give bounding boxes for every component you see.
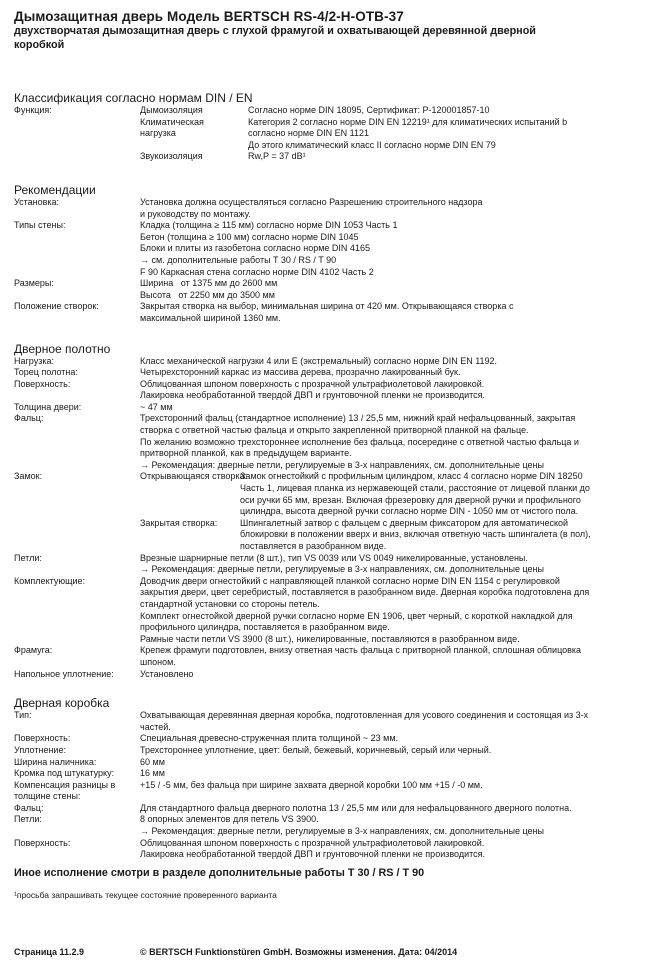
row-content-line: стандартной установки со стороны петель. <box>140 598 320 609</box>
row-content-line: Блоки и плиты из газобетона согласно норме DIN 4165 <box>140 243 370 254</box>
row-content-line: шпоном. <box>140 656 176 667</box>
row-sublabel <box>140 471 248 483</box>
row-content-line: Четырехсторонний каркас из массива дерева, прозрачно лакированный бук. <box>140 367 461 378</box>
row-label <box>14 367 140 379</box>
row-content <box>140 402 636 414</box>
row-label-line: Поверхность: <box>14 733 71 744</box>
spec-row <box>14 367 636 379</box>
row-label <box>14 379 140 391</box>
row-sublabel-line: Звукоизоляция <box>140 151 203 162</box>
page-title: Дымозащитная дверь Модель BERTSCH RS-4/2-H-OTB-37 <box>14 9 404 24</box>
row-label <box>14 553 140 565</box>
row-content-line: Специальная древесно-стружечная плита толщиной ~ 23 мм. <box>140 733 399 744</box>
row-content <box>140 669 636 681</box>
row-content-line: Крепеж фрамуги подготовлен, внизу ответная часть фальца с притворной планкой, сплошная облицовка <box>140 645 582 656</box>
row-sublabel <box>140 518 240 530</box>
row-content-line: профильного цилиндра, поставляется в разобранном виде. <box>140 622 390 633</box>
row-content-line: поставляется в разобранном виде. <box>240 541 387 551</box>
row-content-line: Трехстороннее уплотнение, цвет: белый, бежевый, коричневый, серый или черный. <box>140 744 492 755</box>
row-content <box>140 367 636 379</box>
row-label-line: Кромка под штукатурку: <box>14 768 115 779</box>
row-content-line: Высота от 2250 мм до 3500 мм <box>140 289 275 300</box>
row-content-line: Врезные шарнирные петли (8 шт.), тип VS 0039 или VS 0049 никелированные, установлены. <box>140 552 528 563</box>
row-content <box>248 117 636 152</box>
row-label <box>14 471 140 483</box>
spec-sections <box>14 91 636 861</box>
section-door-frame <box>14 696 636 861</box>
spec-row <box>14 803 636 815</box>
section-door-leaf <box>14 342 636 681</box>
row-label-line: Компенсация разницы в <box>14 779 116 790</box>
row-content-line: Класс механической нагрузки 4 или E (экстремальный) согласно норме DIN EN 1192. <box>140 355 498 366</box>
row-label-line: Петли: <box>14 814 42 825</box>
row-label-line: Типы стены: <box>14 220 66 231</box>
spec-row <box>14 471 636 517</box>
row-content <box>140 356 636 368</box>
row-content <box>140 645 636 668</box>
row-content <box>140 278 636 301</box>
row-content <box>140 413 636 471</box>
row-content-line: Согласно норме DIN 18095, Сертификат: P-120001857-10 <box>248 105 490 115</box>
row-content <box>140 780 636 792</box>
row-content-line: F 90 Каркасная стена согласно норме DIN 4102 Часть 2 <box>140 266 374 277</box>
row-label <box>14 356 140 368</box>
row-content <box>140 379 636 402</box>
spec-row <box>14 105 636 117</box>
row-label-line: Петли: <box>14 552 42 563</box>
spec-row <box>14 278 636 301</box>
row-label <box>14 576 140 588</box>
spec-row <box>14 518 636 553</box>
row-label-line: Размеры: <box>14 278 54 289</box>
row-content-line: Для стандартного фальца дверного полотна 13 / 25,5 мм или для нефальцованного дверного полотна. <box>140 802 572 813</box>
row-content-line: Установка должна осуществляться согласно Разрешению строительного надзора <box>140 196 483 207</box>
row-label <box>14 745 140 757</box>
spec-row <box>14 379 636 402</box>
row-content-line: Шпингалетный затвор с фальцем с дверным фиксатором для автоматической <box>240 517 569 528</box>
row-label <box>14 710 140 722</box>
page-subtitle-line: коробкой <box>14 38 65 51</box>
spec-row <box>14 669 636 681</box>
row-label-line: Фрамуга: <box>14 645 53 656</box>
row-sublabel-line: Открывающаяся створка: <box>140 471 248 482</box>
row-content-line: Кладка (толщина ≥ 115 мм) согласно норме DIN 1053 Часть 1 <box>140 220 398 231</box>
row-label-line: Функция: <box>14 105 52 115</box>
row-content <box>140 301 636 324</box>
row-content-line: Установлено <box>140 668 194 679</box>
row-content <box>140 768 636 780</box>
row-content-line: Трехсторонний фальц (стандартное исполнение) 13 / 25,5 мм, нижний край нефальцованный, закрытая <box>140 413 576 424</box>
document-header <box>14 8 636 52</box>
row-content-line: оси ручки 65 мм, врезан. Включая фрезеровку для дверной ручки и профильного <box>240 494 581 505</box>
row-content-line: Охватывающая деревянная дверная коробка, подготовленная для усового соединения и состоящая из 3-х <box>140 710 589 721</box>
row-content-line: Облицованная шпоном поверхность с прозрачной ультрафиолетовой лакировкой. <box>140 837 485 848</box>
page-footer <box>14 947 636 957</box>
row-content-line: → Рекомендация: дверные петли, регулируемые в 3-х направлениях, см. дополнительные цены <box>140 564 544 575</box>
spec-row <box>14 402 636 414</box>
row-label <box>14 197 140 209</box>
row-label <box>14 278 140 290</box>
row-sublabel-line: Климатическая <box>140 116 204 127</box>
row-content-line: Бетон (толщина ≥ 100 мм) согласно норме DIN 1045 <box>140 231 359 242</box>
row-content <box>240 471 636 517</box>
spec-row <box>14 768 636 780</box>
row-label <box>14 105 140 117</box>
row-sublabel-line: Дымоизоляция <box>140 105 203 115</box>
row-content-line: По желанию возможно трехстороннее исполнение без фальца, посередине с ответной частью фальца и <box>140 436 579 447</box>
row-content-line: Rw,P = 37 dB¹ <box>248 151 306 162</box>
row-content <box>140 220 636 278</box>
row-content-line: → Рекомендация: дверные петли, регулируемые в 3-х направлениях, см. дополнительные цены <box>140 459 544 470</box>
spec-row <box>14 553 636 576</box>
spec-row <box>14 745 636 757</box>
row-label-line: Уплотнение: <box>14 744 66 755</box>
row-label <box>14 838 140 850</box>
row-content <box>248 151 636 163</box>
footer-page-number: Страница 11.2.9 <box>14 946 85 957</box>
row-content-line: Замок огнестойкий с профильным цилиндром, класс 4 согласно норме DIN 18250 <box>240 471 583 482</box>
row-label-line: Фальц: <box>14 802 44 813</box>
row-label <box>14 669 140 681</box>
footer-copyright: © BERTSCH Funktionstüren GmbH. Возможны изменения. Дата: 04/2014 <box>140 946 458 957</box>
row-content-line: 16 мм <box>140 768 165 779</box>
section-heading-classification: Классификация согласно нормам DIN / EN <box>14 91 253 105</box>
row-label <box>14 733 140 745</box>
spec-row <box>14 780 636 803</box>
row-label-line: Комплектующие: <box>14 575 86 586</box>
section-body-classification <box>14 105 636 163</box>
row-label <box>14 402 140 414</box>
spec-row <box>14 645 636 668</box>
row-sublabel <box>140 151 248 163</box>
spec-row <box>14 814 636 837</box>
row-content-line: → см. дополнительные работы T 30 / RS / T 90 <box>140 254 337 265</box>
row-sublabel-line: нагрузка <box>140 128 176 139</box>
row-sublabel-line: Закрытая створка: <box>140 517 218 528</box>
row-label-line: Поверхность: <box>14 378 71 389</box>
row-label <box>14 814 140 826</box>
row-content-line: → Рекомендация: дверные петли, регулируемые в 3-х направлениях, см. дополнительные цены <box>140 826 544 837</box>
row-content <box>140 733 636 745</box>
row-content <box>140 576 636 646</box>
row-content-line: притворной планкой, как в предыдущем варианте. <box>140 448 352 459</box>
row-content-line: закрытия двери, цвет серебристый, поставляется в разобранном виде. Дверная коробка подготовлена для <box>140 587 590 598</box>
row-content <box>140 838 636 861</box>
row-content-line: Лакировка необработанной твердой ДВП и грунтовочной пленки не производится. <box>140 390 486 401</box>
row-content <box>240 518 636 553</box>
row-content-line: Рамные части петли VS 3900 (8 шт.), никелированные, поставляются в разобранном виде. <box>140 633 520 644</box>
row-label-line: Торец полотна: <box>14 367 78 378</box>
row-content <box>140 814 636 837</box>
spec-row <box>14 356 636 368</box>
spec-row <box>14 197 636 220</box>
section-heading-door-frame: Дверная коробка <box>14 696 110 711</box>
row-label-line: Поверхность: <box>14 837 71 848</box>
row-label-line: Фальц: <box>14 413 44 424</box>
row-content <box>140 745 636 757</box>
spec-row <box>14 117 636 152</box>
row-content <box>248 105 636 117</box>
section-heading-recommendations: Рекомендации <box>14 182 96 197</box>
row-content <box>140 553 636 576</box>
row-content-line: 60 мм <box>140 756 165 767</box>
section-classification <box>14 91 636 163</box>
row-content-line: блокировки в положении вверх и вниз, включая ответную часть шпингалета (в пол), <box>240 529 591 540</box>
closing-note: Иное исполнение смотри в разделе дополнительные работы T 30 / RS / T 90 <box>14 866 425 879</box>
row-label <box>14 301 140 313</box>
row-content-line: Лакировка необработанной твердой ДВП и грунтовочной пленки не производится. <box>140 849 486 860</box>
row-label <box>14 645 140 657</box>
spec-row <box>14 301 636 324</box>
row-content <box>140 710 636 733</box>
row-content-line: створка с ответной частью фальца и открыто закрепленной притворной планкой на фальце. <box>140 425 529 436</box>
section-recommendations <box>14 183 636 325</box>
row-label <box>14 220 140 232</box>
row-content-line: До этого климатический класс II согласно норме DIN EN 79 <box>248 139 496 150</box>
spec-row <box>14 576 636 646</box>
row-label <box>14 757 140 769</box>
page-subtitle <box>14 25 636 52</box>
row-content-line: частей. <box>140 721 171 732</box>
section-body-door-frame <box>14 710 636 861</box>
footnote: ¹просьба запрашивать текущее состояние проверенного варианта <box>14 889 277 900</box>
page-subtitle-line: двухстворчатая дымозащитная дверь с глухой фрамугой и охватывающей деревянной дверной <box>14 25 536 37</box>
row-content-line: Закрытая створка на выбор, минимальная ширина от 420 мм. Открывающаяся створка с <box>140 301 514 312</box>
row-content-line: согласно норме DIN EN 1121 <box>248 128 369 139</box>
spec-row <box>14 838 636 861</box>
row-content <box>140 803 636 815</box>
row-content-line: Часть 1, лицевая планка из нержавеющей стали, расстояние от лицевой планки до <box>240 483 590 494</box>
row-content-line: Доводчик двери огнестойкий с направляющей планкой согласно норме DIN EN 1154 с регулировкой <box>140 575 560 586</box>
section-body-recommendations <box>14 197 636 325</box>
row-content <box>140 197 636 220</box>
row-label-line: Положение створок: <box>14 301 99 312</box>
row-content-line: Категория 2 согласно норме DIN EN 12219¹ для климатических испытаний b <box>248 116 568 127</box>
row-label-line: Нагрузка: <box>14 355 54 366</box>
row-content-line: максимальной шириной 1360 мм. <box>140 312 281 323</box>
row-content-line: цилиндра, высота дверной ручки согласно норме DIN - 1050 мм от чистого пола. <box>240 506 579 517</box>
row-content-line: Облицованная шпоном поверхность с прозрачной ультрафиолетовой лакировкой. <box>140 378 485 389</box>
section-heading-door-leaf: Дверное полотно <box>14 341 111 356</box>
spec-row <box>14 151 636 163</box>
row-label-line: Ширина наличника: <box>14 756 97 767</box>
spec-row <box>14 733 636 745</box>
row-label <box>14 780 140 803</box>
row-content-line: +15 / -5 мм, без фальца при ширине захвата дверной коробки 100 мм +15 / -0 мм. <box>140 779 483 790</box>
row-label-line: Замок: <box>14 471 43 482</box>
row-label-line: Установка: <box>14 196 60 207</box>
row-label-line: Напольное уплотнение: <box>14 668 114 679</box>
row-label <box>14 768 140 780</box>
spec-row <box>14 220 636 278</box>
spec-row <box>14 710 636 733</box>
row-content-line: Комплект огнестойкой дверной ручки согласно норме EN 1906, цвет черный, с короткой накладкой для <box>140 610 573 621</box>
row-content-line: ~ 47 мм <box>140 401 173 412</box>
row-content <box>140 757 636 769</box>
row-content-line: и руководству по монтажу. <box>140 208 251 219</box>
section-body-door-leaf <box>14 356 636 681</box>
row-label <box>14 413 140 425</box>
row-sublabel <box>140 105 248 117</box>
spec-row <box>14 757 636 769</box>
spec-row <box>14 413 636 471</box>
row-sublabel <box>140 117 248 140</box>
row-label-line: Толщина двери: <box>14 401 82 412</box>
row-label-line: Тип: <box>14 710 32 721</box>
row-content-line: Ширина от 1375 мм до 2600 мм <box>140 278 278 289</box>
row-label <box>14 803 140 815</box>
row-content-line: 8 опорных элементов для петель VS 3900. <box>140 814 319 825</box>
row-label-line: толщине стены: <box>14 791 81 802</box>
